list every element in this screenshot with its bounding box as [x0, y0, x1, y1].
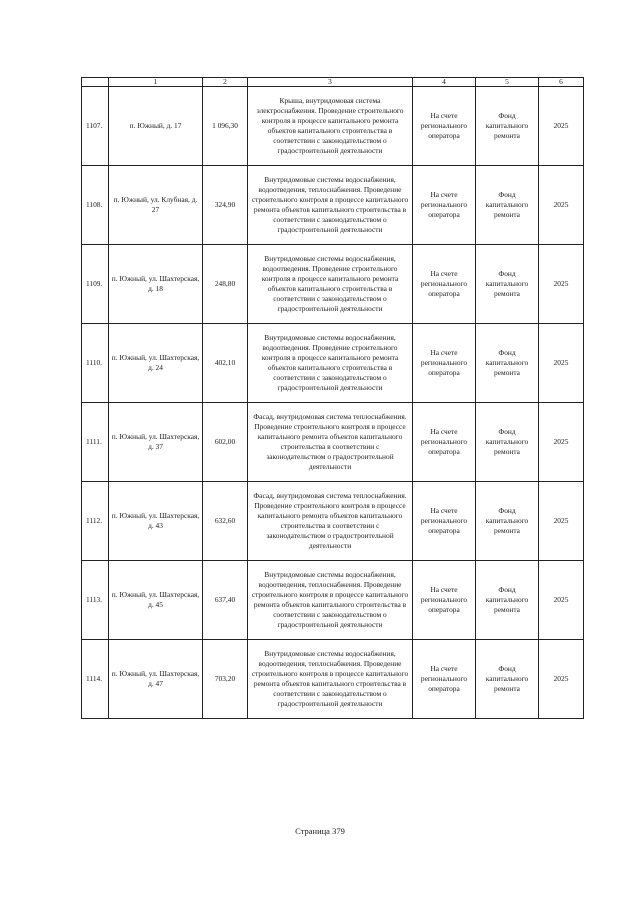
row-number: 1114.: [82, 640, 109, 719]
row-number: 1111.: [82, 403, 109, 482]
fund-cell: Фонд капитального ремонта: [476, 482, 539, 561]
account-cell: На счете регионального оператора: [413, 640, 476, 719]
address-cell: п. Южный, ул. Шахтерская, д. 18: [109, 245, 203, 324]
year-cell: 2025: [539, 166, 584, 245]
header-cell: 4: [413, 78, 476, 87]
account-cell: На счете регионального оператора: [413, 561, 476, 640]
row-number: 1109.: [82, 245, 109, 324]
repair-program-table: [81, 77, 584, 719]
account-cell: На счете регионального оператора: [413, 403, 476, 482]
row-number: 1112.: [82, 482, 109, 561]
area-cell: 703,20: [203, 640, 248, 719]
fund-cell: Фонд капитального ремонта: [476, 403, 539, 482]
account-cell: На счете регионального оператора: [413, 166, 476, 245]
year-cell: 2025: [539, 324, 584, 403]
area-cell: 402,10: [203, 324, 248, 403]
address-cell: п. Южный, ул. Клубная, д. 27: [109, 166, 203, 245]
header-cell: 1: [109, 78, 203, 87]
works-cell: Внутридомовые системы водоснабжения, водоотведения. Проведение строительного контроля в процессе капитального ремонта объектов капитального строительства в соответствии с законодательством о градостроительной деятельности: [248, 324, 413, 403]
account-cell: На счете регионального оператора: [413, 245, 476, 324]
works-cell: Внутридомовые системы водоснабжения, водоотведения. Проведение строительного контроля в процессе капитального ремонта объектов капитального строительства в соответствии с законодательством о градостроительной деятельности: [248, 245, 413, 324]
row-number: 1113.: [82, 561, 109, 640]
area-cell: 1 096,30: [203, 87, 248, 166]
address-cell: п. Южный, ул. Шахтерская, д. 45: [109, 561, 203, 640]
row-number: 1107.: [82, 87, 109, 166]
year-cell: 2025: [539, 561, 584, 640]
area-cell: 632,60: [203, 482, 248, 561]
account-cell: На счете регионального оператора: [413, 324, 476, 403]
area-cell: 637,40: [203, 561, 248, 640]
year-cell: 2025: [539, 245, 584, 324]
fund-cell: Фонд капитального ремонта: [476, 166, 539, 245]
table-row: [82, 403, 584, 482]
works-cell: Фасад, внутридомовая система теплоснабжения. Проведение строительного контроля в процессе капитального ремонта объектов капитального строительства в соответствии с законодательством о градостроительной деятельности: [248, 403, 413, 482]
address-cell: п. Южный, ул. Шахтерская, д. 47: [109, 640, 203, 719]
area-cell: 324,90: [203, 166, 248, 245]
address-cell: п. Южный, д. 17: [109, 87, 203, 166]
account-cell: На счете регионального оператора: [413, 87, 476, 166]
fund-cell: Фонд капитального ремонта: [476, 561, 539, 640]
header-cell: [82, 78, 109, 87]
works-cell: Внутридомовые системы водоснабжения, водоотведения, теплоснабжения. Проведение строительного контроля в процессе капитального ремонта объектов капитального строительства в соответствии с законодательством о градостроительной деятельности: [248, 166, 413, 245]
table-row: [82, 482, 584, 561]
fund-cell: Фонд капитального ремонта: [476, 245, 539, 324]
address-cell: п. Южный, ул. Шахтерская, д. 43: [109, 482, 203, 561]
year-cell: 2025: [539, 87, 584, 166]
table-row: [82, 87, 584, 166]
header-cell: 3: [248, 78, 413, 87]
works-cell: Фасад, внутридомовая система теплоснабжения. Проведение строительного контроля в процессе капитального ремонта объектов капитального строительства в соответствии с законодательством о градостроительной деятельности: [248, 482, 413, 561]
header-cell: 2: [203, 78, 248, 87]
row-number: 1110.: [82, 324, 109, 403]
fund-cell: Фонд капитального ремонта: [476, 324, 539, 403]
address-cell: п. Южный, ул. Шахтерская, д. 37: [109, 403, 203, 482]
page-number: Страница 379: [295, 826, 345, 836]
table-row: [82, 561, 584, 640]
table-row: [82, 324, 584, 403]
fund-cell: Фонд капитального ремонта: [476, 640, 539, 719]
table-row: [82, 245, 584, 324]
header-row: [82, 78, 584, 87]
year-cell: 2025: [539, 640, 584, 719]
table-row: [82, 640, 584, 719]
row-number: 1108.: [82, 166, 109, 245]
area-cell: 248,80: [203, 245, 248, 324]
header-cell: 6: [539, 78, 584, 87]
year-cell: 2025: [539, 403, 584, 482]
year-cell: 2025: [539, 482, 584, 561]
header-cell: 5: [476, 78, 539, 87]
area-cell: 602,00: [203, 403, 248, 482]
fund-cell: Фонд капитального ремонта: [476, 87, 539, 166]
works-cell: Внутридомовые системы водоснабжения, водоотведения, теплоснабжения. Проведение строительного контроля в процессе капитального ремонта объектов капитального строительства в соответствии с законодательством о градостроительной деятельности: [248, 640, 413, 719]
works-cell: Крыша, внутридомовая система электроснабжения. Проведение строительного контроля в процессе капитального ремонта объектов капитального строительства в соответствии с законодательством о градостроительной деятельности: [248, 87, 413, 166]
account-cell: На счете регионального оператора: [413, 482, 476, 561]
address-cell: п. Южный, ул. Шахтерская, д. 24: [109, 324, 203, 403]
table-body: [82, 78, 584, 719]
works-cell: Внутридомовые системы водоснабжения, водоотведения, теплоснабжения. Проведение строительного контроля в процессе капитального ремонта объектов капитального строительства в соответствии с законодательством о градостроительной деятельности: [248, 561, 413, 640]
table-row: [82, 166, 584, 245]
